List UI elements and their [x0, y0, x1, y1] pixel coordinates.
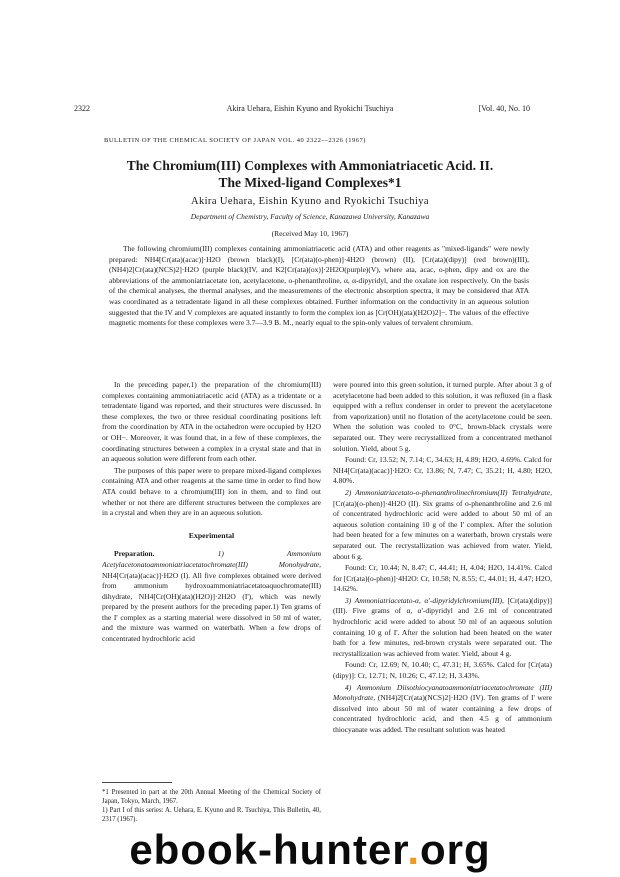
- prep-text-4: (NH4)2[Cr(ata)(NCS)2]·H2O (IV). Ten grams of I' were dissolved into about 50 ml of water containing a few drops of concentrated hydrochloric acid, and then 4.5 g of ammonium thiocyanate was added. The resultant solution was heated: [333, 693, 552, 734]
- analysis-complex-3: Found: Cr, 12.69; N, 10.40; C, 47.31; H, 3.65%. Calcd for [Cr(ata)(dipy)]: Cr, 12.71; N, 10.26; C, 47.12; H, 3.43%.: [333, 660, 552, 681]
- volume-reference: [Vol. 40, No. 10: [478, 104, 530, 113]
- preparation-text: NH4[Cr(ata)(acac)]·H2O (I). All five complexes obtained were derived from ammonium hydroxoammoniatriacetatoaquochromate(III) dihydrate, NH4[Cr(OH)(ata)(H2O)]·2H2O (I'), which was newly prepared by the present authors for the preceding paper.1) Ten grams of the I' complex as a starting material were dissolved in 50 ml of water, and the mixture was warmed on waterbath. When a few drops of concentrated hydrochloric acid: [102, 570, 321, 644]
- page-number: 2322: [74, 104, 90, 113]
- preparation-paragraph: [102, 549, 321, 644]
- received-date: (Received May 10, 1967): [271, 229, 349, 238]
- footnote-2: 1) Part I of this series: A. Uehara, E. Kyuno and R. Tsuchiya, This Bulletin, 40, 2317 (1967).: [102, 807, 321, 823]
- prep-complex-3: [333, 596, 552, 660]
- prep-continued-paragraph: were poured into this green solution, it turned purple. After about 3 g of acetylacetone had been added to this solution, it was refluxed (in a flask equipped with a reflux condenser in order to prevent the acetylacetone from vaporization) until no flotation of the acetylacetone could be seen. When the solution was cooled to 0°C, brown-black crystals were separated out. They were recrystallized from a concentrated methanol solution. Yield, about 5 g.: [333, 380, 552, 453]
- affiliation: Department of Chemistry, Faculty of Science, Kanazawa University, Kanazawa: [190, 212, 430, 221]
- compound-name-4: 4) Ammonium Diisothiocyanatoammoniatriacetatochromate (III) Monohydrate,: [333, 682, 552, 703]
- watermark-part-2: org: [420, 826, 491, 873]
- preparation-label: Preparation.: [114, 549, 155, 559]
- section-heading-experimental: Experimental: [188, 530, 235, 540]
- right-column: [333, 380, 552, 736]
- paper-title-line-1: The Chromium(III) Complexes with Ammoniatriacetic Acid. II.: [126, 158, 494, 173]
- intro-paragraph-1: In the preceding paper,1) the preparation of the chromium(III) complexes containing ammoniatriacetic acid (ATA) as a tridentate or a tetradentate ligand was reported, and their structures were discussed. In these complexes, the two or three residual coordinating positions left from the coordination by ATA in the octahedron were occupied by H2O or OH−. Moreover, it was found that, in a few of these complexes, the coordinating structures between a complex in a crystal state and that in an aqueous solution were different from each other.: [102, 380, 321, 464]
- paper-title-line-2: The Mixed-ligand Complexes*1: [218, 175, 402, 190]
- prep-complex-2: [333, 488, 552, 562]
- compound-name-2: 2) Ammoniatriacetato-o-phenanthrolinechromium(II) Tetrahydrate,: [345, 487, 552, 497]
- intro-paragraph-2: The purposes of this paper were to prepare mixed-ligand complexes containing ATA and other reagents at the same time in order to find how ATA could behave to a chromium(III) ion in them, and to find out whether or not there are different structures between the complexes are in a crystal and when they are in an aqueous solution.: [102, 465, 321, 518]
- analysis-complex-2: Found: Cr, 10.44; N, 8.47; C, 44.41; H, 4.04; H2O, 14.41%. Calcd for [Cr(ata)(o-phen)]·4H2O: Cr, 10.58; N, 8.55; C, 44.01; H, 4.47; H2O, 14.62%.: [333, 563, 552, 594]
- footnote-1: *1 Presented in part at the 20th Annual Meeting of the Chemical Society of Japan, Tokyo, March, 1967.: [102, 789, 321, 805]
- prep-text-3: [Cr(ata)(dipy)] (III). Five grams of α, α'-dipyridyl and 2.6 ml of concentrated hydrochloric acid were added to about 50 ml of an aqueous solution containing 10 g of I'. After the solution had been heated on the water bath for a few minutes, red-brown crystals were separated out. The recrystallization was achieved from water. Yield, about 4 g.: [333, 595, 552, 658]
- running-head-authors: Akira Uehara, Eishin Kyuno and Ryokichi Tsuchiya: [226, 104, 394, 113]
- journal-line: BULLETIN OF THE CHEMICAL SOCIETY OF JAPAN VOL. 40 2322—2326 (1967): [104, 137, 366, 144]
- abstract: [109, 244, 529, 329]
- analysis-complex-1: Found: Cr, 13.52; N, 7.14; C, 34.63; H, 4.89; H2O, 4.69%. Calcd for NH4[Cr(ata)(acac)]·H2O: Cr, 13.86; N, 7.47; C, 35.21; H, 4.80; H2O, 4.80%.: [333, 455, 552, 486]
- preparation-compound-name: 1) Ammonium Acetylacetonatoammoniatriacetatochromate(III) Monohydrate,: [102, 549, 322, 569]
- watermark-dot: .: [407, 826, 421, 873]
- abstract-text: The following chromium(III) complexes containing ammoniatriacetic acid (ATA) and other reagents as "mixed-ligands" were newly prepared: NH4[Cr(ata)(acac)]·H2O (brown black)(I), [Cr(ata)(o-phen)]·4H2O (brown) (II), [Cr(ata)(dipy)] (red brown)(III), (NH4)2[Cr(ata)(NCS)2]·H2O (purple black)(IV, and K2[Cr(ata)(ox)]·2H2O(purple)(V), where ata, acac, o-phen, dipy and ox are the abbreviations of the ammoniatriacetate ion, acetylacetone, o-phenanthroline, α, α-dipyridyl, and the oxalate ion respectively. On the basis of the chemical analyses, the thermal analyses, and the measurements of the electronic absorption spectra, it may be considered that ATA was coordinated as a tetradentate ligand in all these complexes obtained. Further information on the conductivity in an aqueous solution suggested that the IV and V complexes are aquated instantly to form the complex ion as [Cr(OH)(ata)(H2O)2]−. The values of the effective magnetic moments for these complexes were 3.7—3.9 B. M., nearly equal to the spin-only values of tervalent chromium.: [109, 244, 529, 328]
- left-column: [102, 380, 321, 645]
- footnote-divider: [102, 782, 172, 783]
- authors: Akira Uehara, Eishin Kyuno and Ryokichi Tsuchiya: [190, 196, 429, 207]
- compound-name-3: 3) Ammoniatriacetato-α, α'-dipyridylchromium(III),: [345, 595, 504, 605]
- watermark-part-1: ebook-hunter: [129, 826, 408, 873]
- prep-complex-4: [333, 683, 552, 736]
- watermark: [0, 826, 620, 874]
- prep-text-2: [Cr(ata)(o-phen)]·4H2O (II). Six grams of o-phenanthroline and 2.6 ml of concentrated hydrochloric acid were added to about 50 ml of an aqueous solution containing 10 g of the I' complex. After the solution had been heated for a few minutes on a waterbath, brown crystals were separated out. The recrystallization was achieved from water. Yield, about 6 g.: [333, 498, 552, 561]
- footnotes: [102, 788, 321, 824]
